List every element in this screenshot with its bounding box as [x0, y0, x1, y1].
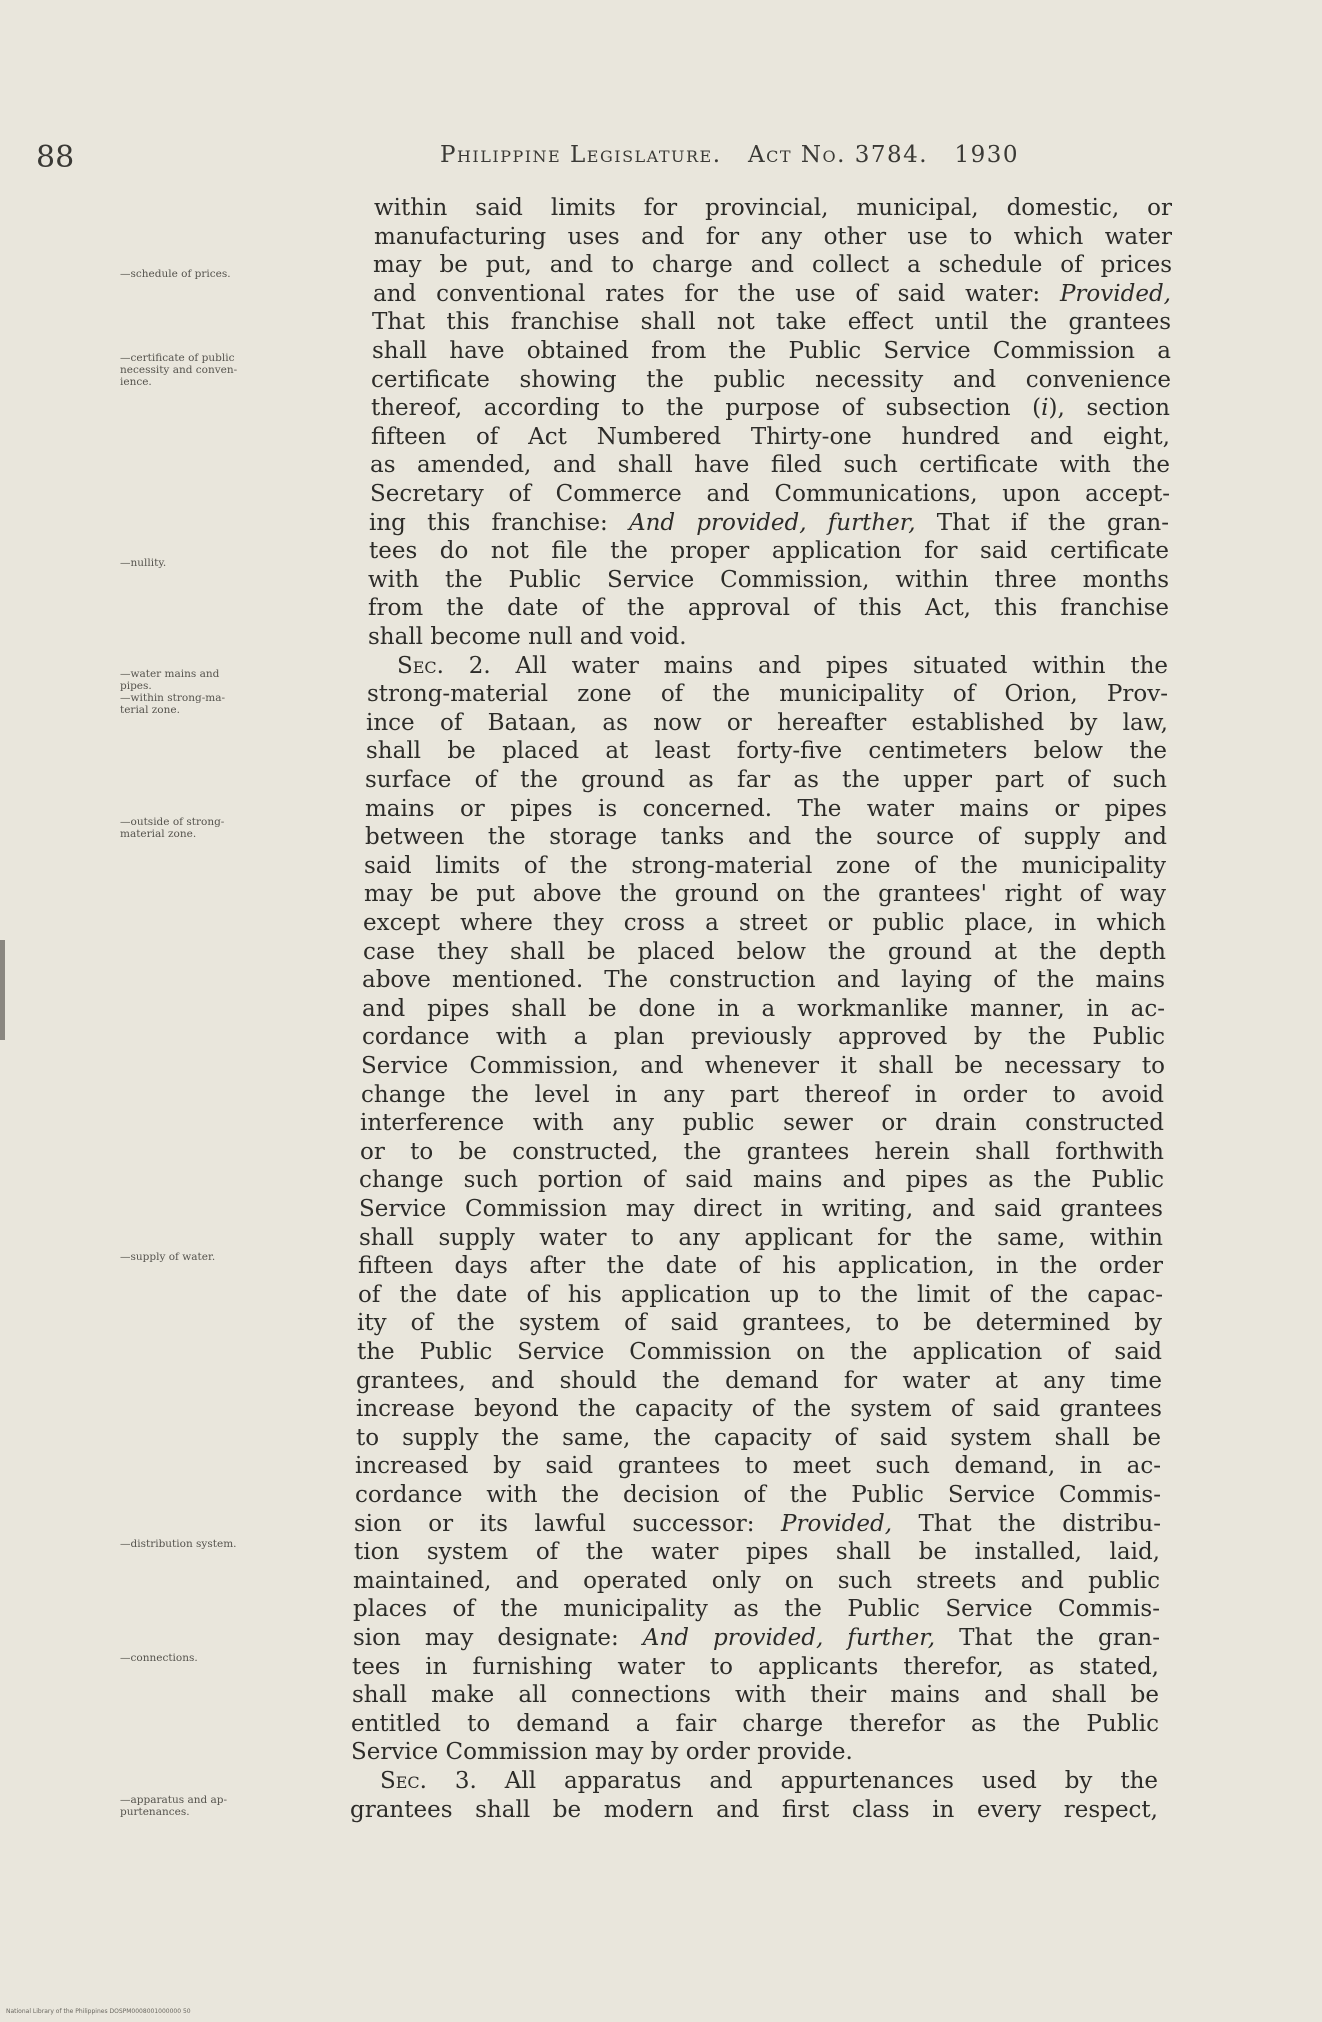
body-line: surface of the ground as far as the upper part of such: [365, 767, 1167, 793]
body-line: cordance with the decision of the Public Service Commis-: [355, 1482, 1161, 1508]
margin-note-water-mains: —water mains and pipes. —within strong-ma- terial zone.: [120, 668, 226, 716]
body-line: shall supply water to any applicant for the same, within: [359, 1225, 1163, 1251]
body-line: above mentioned. The construction and laying of the mains: [362, 967, 1165, 993]
body-line: within said limits for provincial, municipal, domestic, or: [374, 195, 1172, 221]
margin-note-apparatus: —apparatus and ap- purtenances.: [120, 1794, 228, 1818]
body-line: manufacturing uses and for any other use to which water: [374, 224, 1172, 250]
page-number: 88: [36, 140, 75, 175]
body-line: Sec. 3. All apparatus and appurtenances used by the: [380, 1768, 1158, 1794]
body-line: places of the municipality as the Public Service Commis-: [353, 1596, 1160, 1622]
body-line: change such portion of said mains and pipes as the Public: [359, 1167, 1164, 1193]
body-line: maintained, and operated only on such streets and public: [353, 1568, 1160, 1594]
body-line: shall become null and void.: [368, 624, 687, 650]
body-line: Sec. 2. All water mains and pipes situated within the: [397, 653, 1168, 679]
body-line: except where they cross a street or public place, in which: [363, 910, 1166, 936]
body-line: certificate showing the public necessity and convenience: [371, 367, 1171, 393]
margin-note-distribution-system: —distribution system.: [120, 1538, 237, 1550]
body-line: That this franchise shall not take effect until the grantees: [372, 309, 1171, 335]
body-line: mains or pipes is concerned. The water mains or pipes: [365, 796, 1167, 822]
body-line: may be put above the ground on the grantees' right of way: [364, 881, 1166, 907]
body-line: increased by said grantees to meet such demand, in ac-: [355, 1453, 1161, 1479]
body-line: between the storage tanks and the source of supply and: [365, 824, 1167, 850]
margin-note-schedule-of-prices: —schedule of prices.: [120, 268, 231, 280]
body-line: may be put, and to charge and collect a schedule of prices: [373, 252, 1172, 278]
body-line: grantees shall be modern and first class in every respect,: [350, 1797, 1158, 1823]
body-line: Secretary of Commerce and Communications, upon accept-: [370, 481, 1170, 507]
body-line: ince of Bataan, as now or hereafter established by law,: [366, 710, 1168, 736]
body-line: fifteen of Act Numbered Thirty-one hundred and eight,: [371, 424, 1170, 450]
body-line: strong-material zone of the municipality of Orion, Prov-: [367, 681, 1168, 707]
running-head-title: Philippine Legislature.: [440, 142, 722, 168]
body-line: ity of the system of said grantees, to be determined by: [357, 1310, 1162, 1336]
scan-footer-id: National Library of the Philippines DOSPM0008001000000 50: [6, 2008, 191, 2015]
margin-note-outside-zone: —outside of strong- material zone.: [120, 816, 225, 840]
body-line: Service Commission may direct in writing, and said grantees: [359, 1196, 1163, 1222]
body-line: sion or its lawful successor: Provided, That the distribu-: [354, 1511, 1161, 1537]
body-line: of the date of his application up to the limit of the capac-: [358, 1282, 1163, 1308]
body-line: sion may designate: And provided, further, That the gran-: [353, 1625, 1160, 1651]
body-line: or to be constructed, the grantees herein shall forthwith: [360, 1139, 1164, 1165]
body-line: thereof, according to the purpose of subsection (i), section: [371, 395, 1170, 421]
body-line: to supply the same, the capacity of said system shall be: [356, 1425, 1161, 1451]
body-line: grantees, and should the demand for water at any time: [356, 1368, 1162, 1394]
body-line: cordance with a plan previously approved by the Public: [362, 1024, 1165, 1050]
body-line: shall be placed at least forty-five centimeters below the: [366, 738, 1167, 764]
body-line: tees do not file the proper application for said certificate: [369, 538, 1169, 564]
body-line: and conventional rates for the use of said water: Provided,: [373, 281, 1171, 307]
running-head-act: Act No. 3784.: [748, 142, 929, 168]
body-line: change the level in any part thereof in order to avoid: [361, 1082, 1164, 1108]
body-line: said limits of the strong-material zone of the municipality: [364, 853, 1166, 879]
body-line: from the date of the approval of this Act, this franchise: [368, 595, 1169, 621]
body-line: the Public Service Commission on the application of said: [357, 1339, 1162, 1365]
body-line: Service Commission, and whenever it shall be necessary to: [361, 1053, 1165, 1079]
body-line: with the Public Service Commission, within three months: [368, 567, 1169, 593]
page-edge-shadow: [0, 940, 5, 1040]
body-line: increase beyond the capacity of the system of said grantees: [356, 1396, 1162, 1422]
running-head: [440, 142, 1019, 168]
body-line: and pipes shall be done in a workmanlike manner, in ac-: [362, 996, 1165, 1022]
body-line: tion system of the water pipes shall be installed, laid,: [354, 1539, 1160, 1565]
body-line: Service Commission may by order provide.: [351, 1739, 853, 1765]
body-line: entitled to demand a fair charge therefor as the Public: [351, 1711, 1159, 1737]
body-line: shall make all connections with their mains and shall be: [352, 1682, 1159, 1708]
margin-note-certificate: —certificate of public necessity and conven- ience.: [120, 352, 238, 388]
body-line: fifteen days after the date of his application, in the order: [358, 1253, 1163, 1279]
body-line: as amended, and shall have filed such certificate with the: [370, 452, 1170, 478]
running-head-year: 1930: [954, 142, 1020, 168]
margin-note-nullity: —nullity.: [120, 557, 167, 569]
margin-note-supply-of-water: —supply of water.: [120, 1251, 216, 1263]
body-line: tees in furnishing water to applicants therefor, as stated,: [352, 1654, 1159, 1680]
body-line: shall have obtained from the Public Service Commission a: [372, 338, 1171, 364]
body-line: ing this franchise: And provided, further, That if the gran-: [369, 510, 1169, 536]
body-line: case they shall be placed below the ground at the depth: [363, 939, 1166, 965]
margin-note-connections: —connections.: [120, 1652, 198, 1664]
body-line: interference with any public sewer or drain constructed: [360, 1110, 1164, 1136]
